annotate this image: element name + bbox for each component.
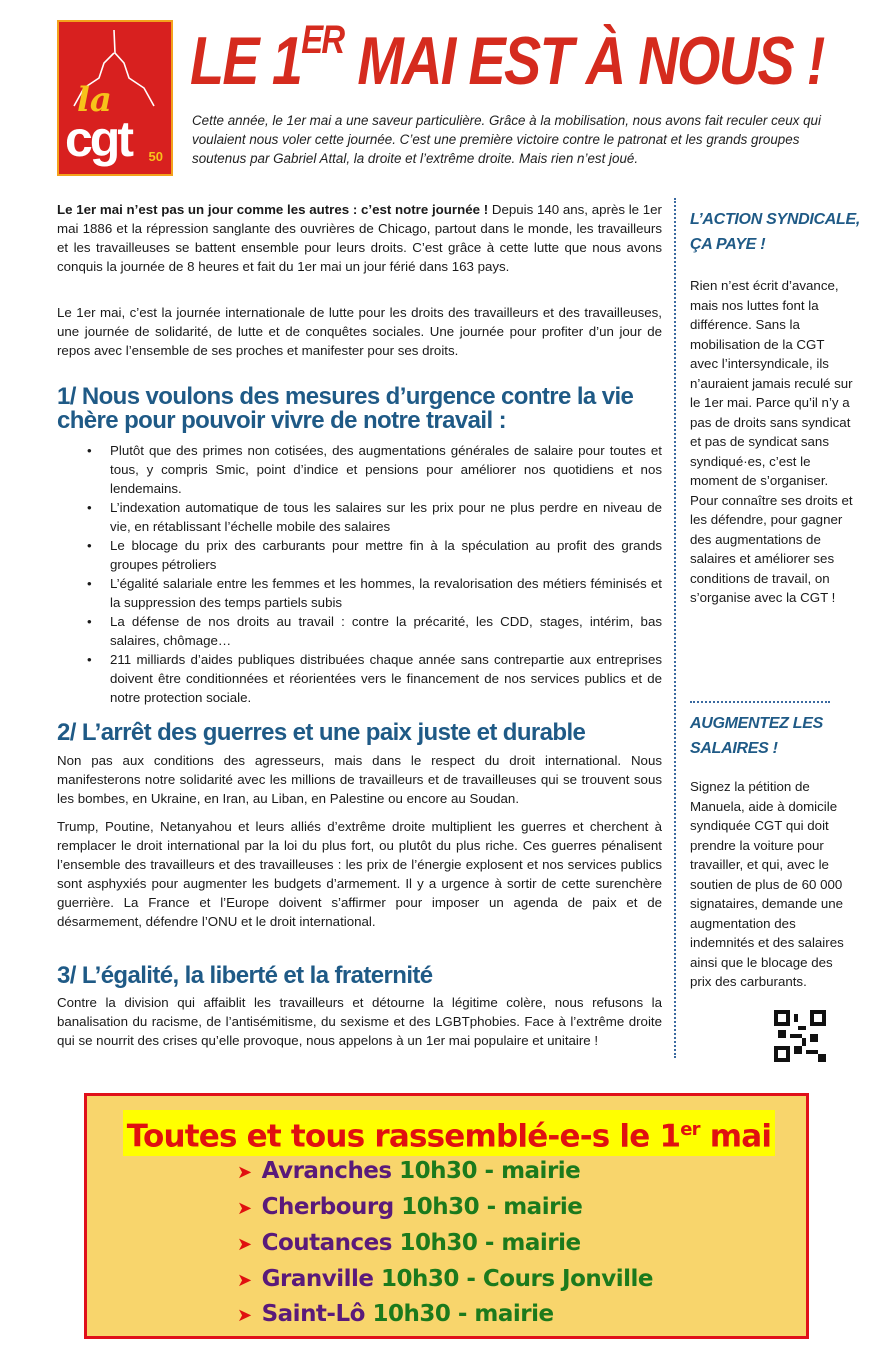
arrow-icon: ➤: [237, 1234, 252, 1255]
qr-code-icon[interactable]: [774, 1010, 826, 1062]
list-item: • L’égalité salariale entre les femmes et les hommes, la revalorisation des métiers féminisés et la suppression des temps partiels subis: [57, 574, 662, 612]
paragraph-4: Trump, Poutine, Netanyahou et leurs alliés d’extrême droite multiplient les guerres et cherchent à remplacer le droit international par la loi du plus fort, ou plutôt du plus riche. Ces guerres pénalisent l’ensemble des travailleurs et des travailleuses : les prix de l’énergie explosent et nos services publics sont asphyxiés pour augmenter les budgets d’armement. Il y a urgence à sortir de cette surenchère guerrière. La France et l’Europe doivent s’affirmer pour imposer un agenda de paix et de désarmement, défendre l’ONU et le droit international.: [57, 819, 662, 929]
rally-title: Toutes et tous rassemblé-e-s le 1er mai: [123, 1110, 775, 1156]
rally-box: [84, 1093, 809, 1339]
list-item: • L’indexation automatique de tous les salaires sur les prix pour ne plus perdre en niveau de vie, en rétablissant l’échelle mobile des salaires: [57, 498, 662, 536]
rally-item: ➤ Saint-Lô 10h30 - mairie: [237, 1301, 554, 1327]
arrow-icon: ➤: [237, 1270, 252, 1291]
section-heading-3: 3/ L’égalité, la liberté et la fraternité: [57, 962, 433, 989]
intro-text: Cette année, le 1er mai a une saveur particulière. Grâce à la mobilisation, nous avons fait reculer ceux qui voulaient nous voler cette journée. C’est une première victoire contre le patronat et les grands groupes soutenus par Gabriel Attal, la droite et l’extrême droite. Mais rien n’est joué.: [192, 113, 821, 166]
rally-item: ➤ Granville 10h30 - Cours Jonville: [237, 1266, 653, 1292]
list-item: • 211 milliards d’aides publiques distribuées chaque année sans contrepartie aux entreprises doivent être conditionnées et réorientées vers le financement de nos services publics et de notre protection sociale.: [57, 650, 662, 707]
sidebar-text-2: Signez la pétition de Manuela, aide à domicile syndiquée CGT qui doit prendre la voiture pour travailler, et qui, avec le soutien de plus de 60 000 signataires, demande une augmentation des indemnités et des salaires ainsi que le blocage des prix des carburants.: [690, 779, 844, 989]
sidebar-text-1: Rien n’est écrit d’avance, mais nos luttes font la différence. Sans la mobilisation de la CGT avec l’intersyndicale, ils n’auraient jamais reculé sur le 1er mai. Parce qu’il n’y a pas de droits sans syndicat et pas de syndicat sans syndiqué·es, c’est le moment de s’organiser. Pour connaître ses droits et les défendre, pour gagner des augmentations de salaires et améliorer ses conditions de travail, on s’organise avec la CGT !: [690, 278, 853, 605]
section-heading-2: 2/ L’arrêt des guerres et une paix juste et durable: [57, 719, 586, 746]
rally-item: ➤ Avranches 10h30 - mairie: [237, 1158, 581, 1184]
paragraph-1: Le 1er mai n’est pas un jour comme les autres : c’est notre journée ! Depuis 140 ans, après le 1er mai 1886 et la répression sanglante des ouvrières de Chicago, partout dans le monde, les travailleurs et les travailleuses se battent ensemble pour leurs droits. C’est grâce à cette lutte que nous avons conquis la journée de 8 heures et fait du 1er mai un jour férié dans 163 pays.: [57, 202, 662, 274]
demands-list: [57, 441, 662, 707]
paragraph-5: Contre la division qui affaiblit les travailleurs et détourne la légitime colère, nous refusons la banalisation du racisme, de l’antisémitisme, du sexisme et des LGBTphobies. Face à l’extrême droite qui se nourrit des crises qu’elle provoque, nous appelons à un 1er mai populaire et unitaire !: [57, 995, 662, 1048]
paragraph-3: Non pas aux conditions des agresseurs, mais dans le respect du droit international. Nous manifesterons notre solidarité avec les millions de travailleurs et de travailleuses qui se trouvent sous les bombes, en Ukraine, en Iran, au Liban, en Palestine ou encore au Soudan.: [57, 753, 662, 806]
list-item: • La défense de nos droits au travail : contre la précarité, les CDD, stages, intérim, bas salaires, chômage…: [57, 612, 662, 650]
sidebar-separator: [690, 701, 830, 703]
cgt-logo: la cgt 50: [57, 20, 173, 176]
arrow-icon: ➤: [237, 1305, 252, 1326]
sidebar-heading-2: AUGMENTEZ LES SALAIRES !: [690, 715, 823, 757]
section-heading-1: 1/ Nous voulons des mesures d’urgence contre la vie chère pour pouvoir vivre de notre travail :: [57, 383, 634, 434]
list-item: • Le blocage du prix des carburants pour mettre fin à la spéculation au profit des grands groupes pétroliers: [57, 536, 662, 574]
rally-item: ➤ Coutances 10h30 - mairie: [237, 1230, 581, 1256]
column-divider: [674, 198, 676, 1058]
list-item: • Plutôt que des primes non cotisées, des augmentations générales de salaire pour toutes et tous, y compris Smic, point d’indice et pensions pour améliorer nos quotidiens et nos lendemains.: [57, 441, 662, 498]
arrow-icon: ➤: [237, 1162, 252, 1183]
rally-item: ➤ Cherbourg 10h30 - mairie: [237, 1194, 583, 1220]
sidebar-heading-1: L’ACTION SYNDICALE, ÇA PAYE !: [690, 211, 861, 253]
paragraph-2: Le 1er mai, c’est la journée internationale de lutte pour les droits des travailleurs et des travailleuses, une journée de solidarité, de lutte et de conquêtes sociales. Une journée pour profiter d’un jour de repos avec l’ensemble de ses proches et manifester pour ses droits.: [57, 305, 662, 358]
arrow-icon: ➤: [237, 1198, 252, 1219]
page-title: LE 1ER MAI EST À NOUS !: [190, 18, 824, 99]
